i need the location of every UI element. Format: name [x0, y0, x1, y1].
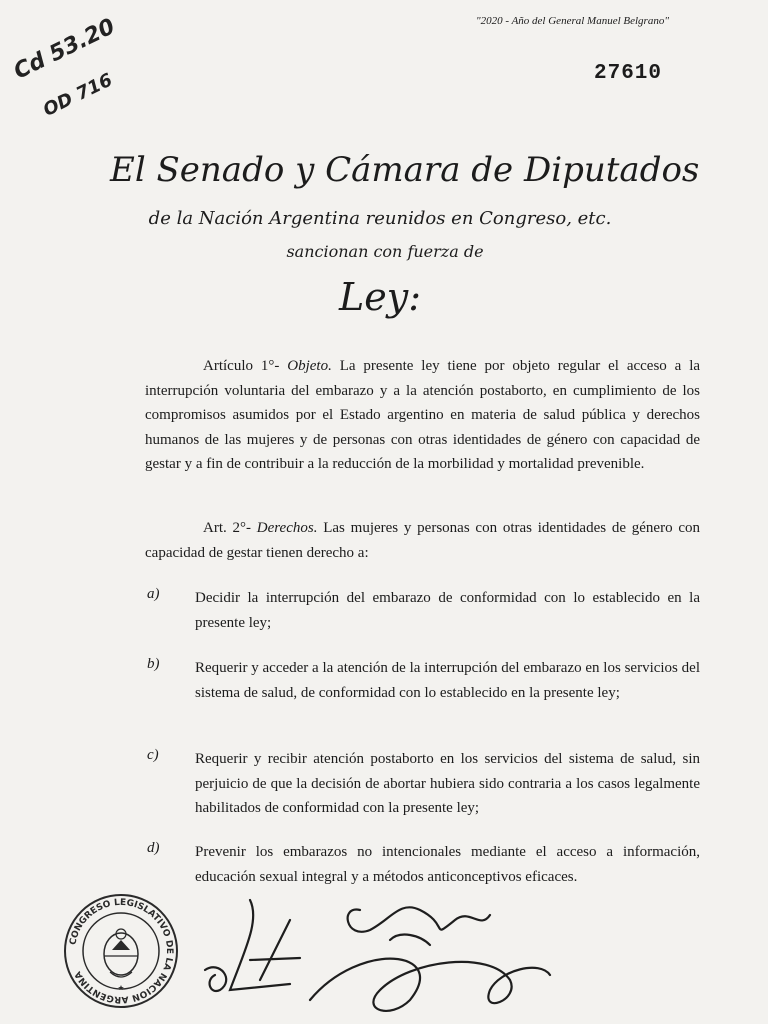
article-1 — [145, 354, 700, 477]
heading-nation: de la Nación Argentina reunidos en Congreso, etc. — [148, 208, 612, 229]
article-2-label: Art. 2°- — [203, 520, 252, 536]
handwritten-note-2: OD 716 — [40, 69, 116, 121]
item-d-label: d) — [147, 840, 160, 856]
item-a-text: Decidir la interrupción del embarazo de conformidad con lo establecido en la presente ley; — [195, 590, 700, 631]
signature-2 — [348, 907, 490, 932]
header-motto: "2020 - Año del General Manuel Belgrano" — [476, 15, 669, 27]
document-number: 27610 — [594, 62, 663, 85]
article-1-body: La presente ley tiene por objeto regular el acceso a la interrupción voluntaria del embarazo y a la atención postaborto, en cumplimiento de los compromisos asumidos por el Estado argentino en materia de salud pública y derechos humanos de las mujeres y de personas con otras identidades de género con capacidad de gestar y a fin de contribuir a la reducción de la morbilidad y mortalidad prevenible. — [145, 358, 701, 472]
item-b-text: Requerir y acceder a la atención de la interrupción del embarazo en los servicios del sistema de salud, de conformidad con lo establecido en la presente ley; — [195, 660, 700, 701]
article-1-title: Objeto. — [287, 358, 332, 374]
handwritten-note-1: Cd 53.20 — [10, 14, 120, 85]
heading-ley: Ley: — [339, 275, 421, 319]
stamp-text: CONGRESO LEGISLATIVO DE LA NACION ARGENTINA — [68, 897, 175, 1005]
congress-seal-stamp — [62, 892, 180, 1010]
item-b-label: b) — [147, 656, 160, 672]
article-1-label: Artículo 1°- — [203, 358, 280, 374]
article-2-title: Derechos. — [256, 520, 318, 536]
signature-3 — [310, 959, 550, 1011]
item-a-label: a) — [147, 586, 160, 602]
item-c-label: c) — [147, 747, 159, 763]
item-d-text: Prevenir los embarazos no intencionales mediante el acceso a información, educación sexual integral y a métodos anticonceptivos eficaces. — [195, 844, 700, 885]
signature-1 — [230, 900, 290, 990]
article-2-body: Las mujeres y personas con otras identidades de género con capacidad de gestar tienen derecho a: — [145, 520, 700, 561]
heading-senate: El Senado y Cámara de Diputados — [110, 150, 700, 190]
heading-sanction: sancionan con fuerza de — [286, 242, 484, 261]
coat-of-arms-icon — [104, 929, 138, 977]
item-c-text: Requerir y recibir atención postaborto en los servicios del sistema de salud, sin perjuicio de que la decisión de abortar hubiera sido contraria a los casos legalmente habilitados de conformidad con la presente ley; — [195, 751, 700, 816]
article-2 — [145, 516, 700, 565]
signatures — [190, 880, 710, 1024]
